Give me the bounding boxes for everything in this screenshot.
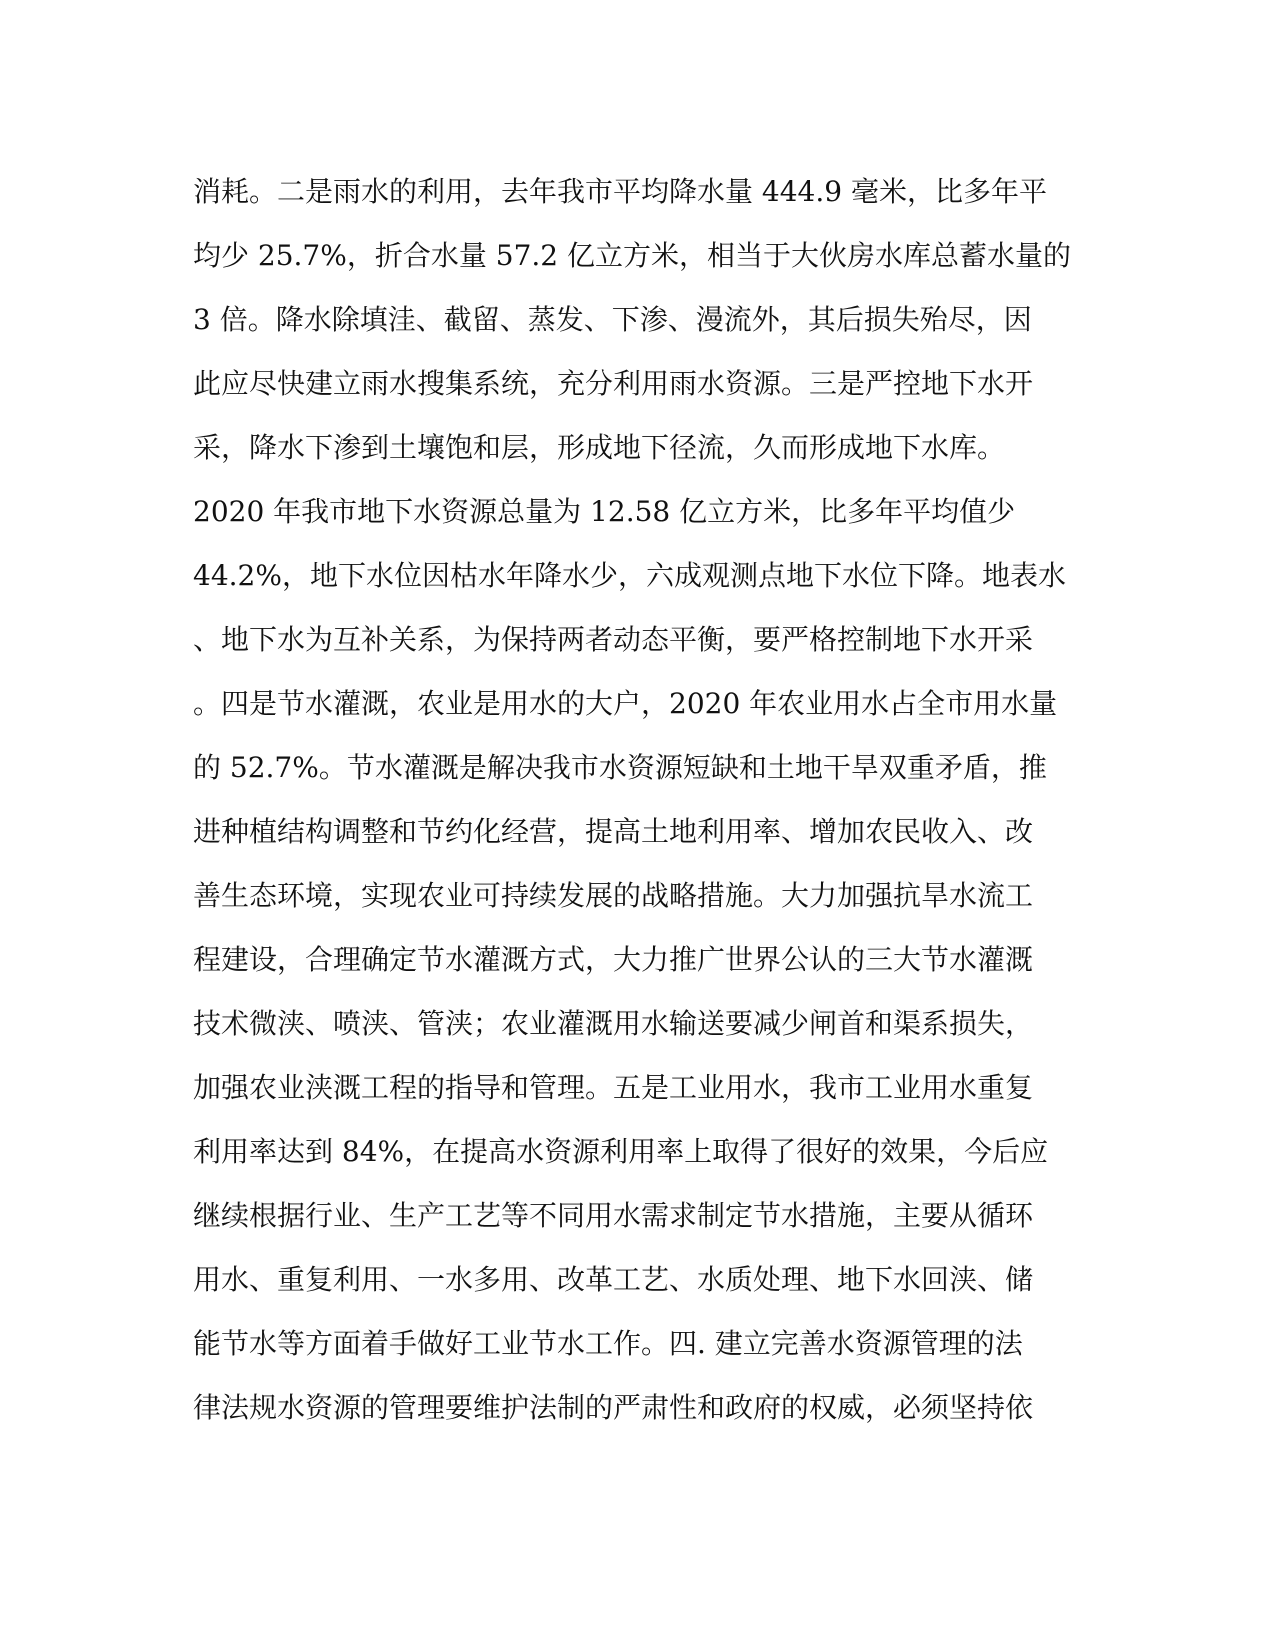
text-line: 、地下水为互补关系，为保持两者动态平衡，要严格控制地下水开采 [193, 623, 1034, 656]
text-line: 程建设，合理确定节水灌溉方式，大力推广世界公认的三大节水灌溉 [193, 943, 1034, 976]
text-line: 善生态环境，实现农业可持续发展的战略措施。大力加强抗旱水流工 [193, 879, 1034, 912]
text-line: 技术微浃、喷浃、管浃；农业灌溉用水输送要减少闸首和渠系损失， [193, 1007, 1034, 1040]
text-line: 能节水等方面着手做好工业节水工作。四. 建立完善水资源管理的法 [193, 1327, 1023, 1360]
text-line: 继续根据行业、生产工艺等不同用水需求制定节水措施，主要从循环 [193, 1199, 1034, 1232]
text-line: 此应尽快建立雨水搜集系统，充分利用雨水资源。三是严控地下水开 [193, 367, 1034, 400]
body-text [193, 160, 1093, 1440]
text-line: 。四是节水灌溉，农业是用水的大户，2020 年农业用水占全市用水量 [193, 687, 1058, 720]
text-line: 2020 年我市地下水资源总量为 12.58 亿立方米，比多年平均值少 [193, 495, 1016, 528]
text-line: 均少 25.7%，折合水量 57.2 亿立方米，相当于大伙房水库总蓄水量的 [193, 239, 1071, 272]
text-line: 进种植结构调整和节约化经营，提高土地利用率、增加农民收入、改 [193, 815, 1034, 848]
text-line: 的 52.7%。节水灌溉是解决我市水资源短缺和土地干旱双重矛盾，推 [193, 751, 1047, 784]
text-line: 44.2%，地下水位因枯水年降水少，六成观测点地下水位下降。地表水 [193, 559, 1066, 592]
text-line: 采，降水下渗到土壤饱和层，形成地下径流，久而形成地下水库。 [193, 431, 1006, 464]
text-line: 3 倍。降水除填洼、截留、蒸发、下渗、漫流外，其后损失殆尽，因 [193, 303, 1032, 336]
text-line: 律法规水资源的管理要维护法制的严肃性和政府的权威，必须坚持依 [193, 1391, 1034, 1424]
text-line: 用水、重复利用、一水多用、改革工艺、水质处理、地下水回浃、储 [193, 1263, 1034, 1296]
text-line: 加强农业浃溉工程的指导和管理。五是工业用水，我市工业用水重复 [193, 1071, 1034, 1104]
text-line: 利用率达到 84%，在提高水资源利用率上取得了很好的效果，今后应 [193, 1135, 1049, 1168]
text-line: 消耗。二是雨水的利用，去年我市平均降水量 444.9 毫米，比多年平 [193, 175, 1047, 208]
